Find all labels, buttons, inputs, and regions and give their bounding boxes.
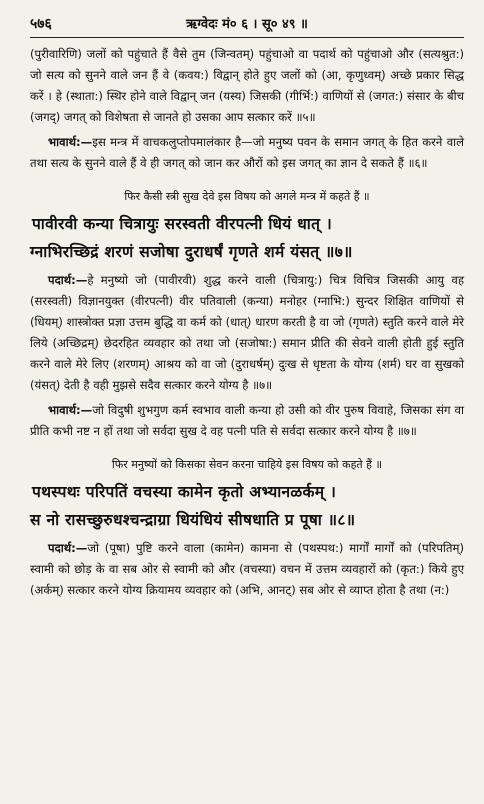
- page-content: [30, 44, 464, 601]
- bhavartha-paragraph-6: [30, 132, 464, 174]
- padartha-paragraph-7: [30, 270, 464, 396]
- padartha-label: पदार्थ:—: [48, 541, 88, 555]
- page-header: [30, 14, 464, 36]
- bhavartha-text: जो विदुषी शुभगुण कर्म स्वभाव वाली कन्या हो उसी को वीर पुरुष विवाहे, जिसका संग वा प्रीति कभी नष्ट न हों तथा जो सर्वदा सुख दे वह पत्नी पति से सर्वदा सत्कार करने योग्य है ॥७॥: [30, 403, 464, 438]
- bhavartha-label: भावार्थ:—: [48, 403, 93, 417]
- padartha-text: जो (पूषा) पुष्टि करने वाला (कामेन) कामना से (पथस्पथ:) मार्गों मार्गों को (परिपतिम्) स्वामी को छोड़ के वा सब ओर से स्वामी को और (वचस्या) वचन में उत्तम व्यवहारों को (कृत:) किये हुए (अर्कम्) सत्कार करने योग्य क्रियामय व्यवहार को (अभि, आनट्) सब ओर से व्याप्त होता है तथा (न:): [30, 541, 464, 597]
- mantra-8-intro: फिर मनुष्यों को किसका सेवन करना चाहिये इस विषय को कहते हैं ॥: [111, 458, 383, 471]
- mantra-7-intro: फिर कैसी स्त्री सुख देवे इस विषय को अगले मन्त्र में कहते हैं ॥: [124, 190, 370, 203]
- header-rule: [30, 37, 464, 38]
- bhavartha-label: भावार्थ:—: [48, 135, 93, 149]
- padartha-label: पदार्थ:—: [48, 273, 88, 287]
- mantra-8-line-1: पथस्पथः परिपतिं वचस्या कामेन कृतो अभ्यानळर्कम् ।: [32, 483, 337, 501]
- padartha-paragraph-8: [30, 538, 464, 601]
- bhavartha-paragraph-7: [30, 400, 464, 442]
- page-number: ५७६: [30, 16, 52, 32]
- bhavartha-text: इस मन्त्र में वाचकलुप्तोपमालंकार है—जो मनुष्य पवन के समान जगत् के हित करने वाले तथा सत्य के सुनने वाले हैं वे ही जगत् को जान कर औरों को इस जगत् का ज्ञान दे सकते हैं ॥६॥: [30, 135, 464, 170]
- running-title: ऋग्वेदः मं० ६ । सू० ४९ ॥: [186, 17, 308, 32]
- continued-paragraph: (पुरीवारिणि) जलों को पहुंचाते हैं वैसे तुम (जिन्वतम्) पहुंचाओ वा पदार्थ को पहुंचाओ और (सत्यश्रुत:) जो सत्य को सुनने वाले जन हैं वे (कवय:) विद्वान् होते हुए जलों को (आ, कृणुध्वम्) अच्छे प्रकार सिद्ध करें । हे (स्थाता:) स्थिर होने वाले विद्वान् जन (यस्य) जिसकी (गीर्भि:) वाणियों से (जगत:) संसार के बीच (जगद्) जगत् को विशेषता से जानते हो उसका आप सत्कार करें ॥५॥: [30, 47, 464, 124]
- mantra-7-line-2: ग्नाभिरच्छिद्रं शरणं सजोषा दुराधर्षं गृणते शर्म यंसत् ॥७॥: [30, 243, 353, 261]
- padartha-text: हे मनुष्यो जो (पावीरवी) शुद्ध करने वाली (चित्रायु:) चित्र विचित्र जिसकी आयु वह (सरस्वती) विज्ञानयुक्त (वीरपत्नी) वीर पतिवाली (कन्या) मनोहर (ग्नाभि:) सुन्दर शिक्षित वाणियों से (धियम्) शास्त्रोक्त प्रज्ञा उत्तम बुद्धि वा कर्म को (धात्) धारण करती है वा जो (गृणते) स्तुति करने वाले मेरे लिये (अच्छिद्रम्) छेदरहित व्यवहार को तथा जो (सजोषा:) समान प्रीति की सेवने वाली होती हुई स्तुति करने वाले मेरे लिए (शरणम्) आश्रय को वा जो (दुराधर्षम्) दुःख से धृष्टता के योग्य (शर्म) घर वा सुखको (यंसत्) देती है वही मुझसे सदैव सत्कार करने योग्य है ॥७॥: [30, 273, 464, 392]
- mantra-8-line-2: स नो रासच्छुरुधश्चन्द्राग्रा धियंधियं सीषधाति प्र पूषा ॥८॥: [30, 511, 356, 529]
- mantra-7-line-1: पावीरवी कन्या चित्रायुः सरस्वती वीरपत्नी धियं धात् ।: [32, 215, 333, 233]
